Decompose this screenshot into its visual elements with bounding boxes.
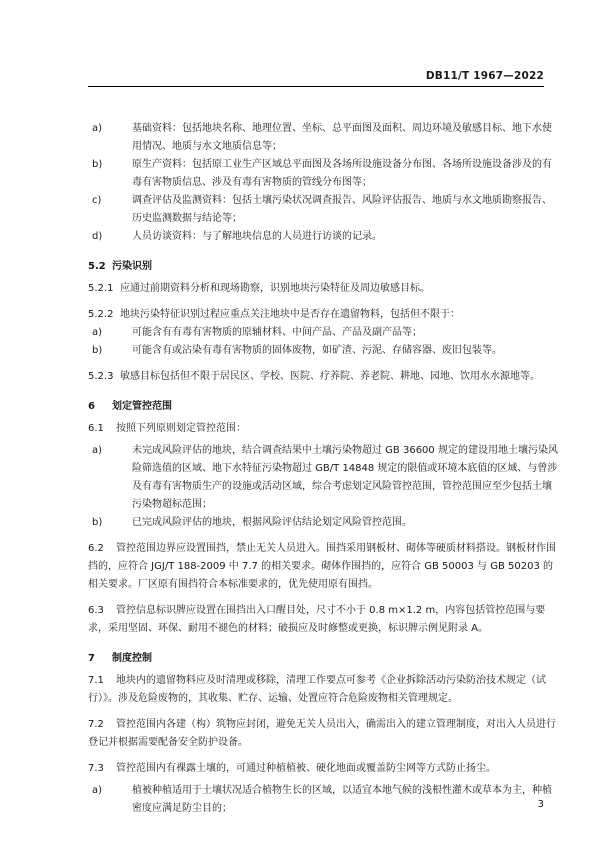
clause-text: 管控范围边界应设置围挡，禁止无关人员进入。围挡采用钢板材、砌体等硬质材料搭设。钢板材作围挡的，应符合 JGJ/T 188-2009 中 7.7 的相关要求。砌体作围挡的，应符合 GB 50003 与 GB 50203 的相关要求。厂区原有围挡符合本标准要求的，优先使用原有围挡。	[88, 543, 556, 590]
clause-6-1	[88, 420, 558, 438]
list-text: 原生产资料：包括原工业生产区域总平面图及各场所设施设备分布图、各场所设施设备涉及的有毒有害物质信息、涉及有毒有害物质的管线分布图等；	[132, 159, 552, 188]
list-text: 可能含有或沾染有毒有害物质的固体废物，如矿渣、污泥、存储容器、废旧包装等。	[132, 345, 502, 356]
clause-number: 5.2.3	[88, 371, 114, 382]
section-heading	[88, 258, 558, 276]
clause-number: 6.3	[88, 605, 104, 616]
clause-5-2-2	[88, 306, 558, 324]
list-marker: d)	[92, 231, 103, 242]
section-number: 5.2	[88, 261, 106, 272]
clause-5-2-3	[88, 368, 558, 386]
clause-text: 地块污染特征识别过程应重点关注地块中是否存在遗留物料，包括但不限于：	[120, 309, 460, 320]
clause-text: 管控范围内有裸露土壤的，可通过种植植被、硬化地面或覆盖防尘网等方式防止扬尘。	[116, 763, 496, 774]
page-number: 3	[537, 799, 544, 810]
clause-number: 5.2.2	[88, 309, 114, 320]
clause-text: 敏感目标包括但不限于居民区、学校、医院、疗养院、养老院、耕地、园地、饮用水水源地等。	[120, 371, 540, 382]
list-marker: c)	[92, 195, 102, 206]
list-text: 已完成风险评估的地块，根据风险评估结论划定风险管控范围。	[132, 517, 412, 528]
list-marker: a)	[92, 785, 103, 796]
list-item	[92, 342, 558, 360]
list-item	[92, 324, 558, 342]
list-marker: b)	[92, 159, 103, 170]
clause-7-3	[88, 760, 558, 778]
list-marker: b)	[92, 345, 103, 356]
section-title: 制度控制	[112, 653, 152, 664]
section-title: 污染识别	[112, 261, 152, 272]
section-number: 6	[88, 401, 95, 412]
clause-5-2-1	[88, 280, 558, 298]
clause-text: 管控信息标识牌应设置在围挡出入口醒目处，尺寸不小于 0.8 m×1.2 m，内容包括管控范围与要求，采用坚固、环保、耐用不褪色的材料；破损应及时修整或更换，标识牌示例见附录 A。	[88, 605, 546, 634]
clause-number: 7.3	[88, 763, 104, 774]
document-body	[88, 120, 558, 818]
list-marker: a)	[92, 445, 103, 456]
list-item	[92, 228, 558, 246]
list-item	[92, 514, 558, 532]
list-item	[92, 192, 558, 228]
section-heading	[88, 398, 558, 416]
list-item	[92, 156, 558, 192]
list-marker: a)	[92, 123, 103, 134]
clause-text: 地块内的遗留物料应及时清理或移除，清理工作要点可参考《企业拆除活动污染防治技术规定（试行）》。涉及危险废物的，其收集、贮存、运输、处置应符合危险废物相关管理规定。	[88, 675, 546, 704]
section-number: 7	[88, 653, 95, 664]
list-text: 基础资料：包括地块名称、地理位置、坐标、总平面图及面积、周边环境及敏感目标、地下水使用情况、地质与水文地质信息等；	[132, 123, 552, 152]
list-text: 植被种植适用于土壤状况适合植物生长的区域，以适宜本地气候的浅根性灌木或草本为主，种植密度应满足防尘目的；	[132, 785, 552, 814]
section-title: 划定管控范围	[112, 401, 172, 412]
section-heading	[88, 650, 558, 668]
clause-number: 5.2.1	[88, 283, 114, 294]
clause-text: 按照下列原则划定管控范围：	[116, 423, 246, 434]
clause-text: 管控范围内各建（构）筑物应封闭，避免无关人员出入，确需出入的建立管理制度，对出入人员进行登记并根据需要配备安全防护设备。	[88, 719, 556, 748]
clause-7-1	[88, 672, 558, 708]
clause-number: 7.2	[88, 719, 104, 730]
clause-6-2	[88, 540, 558, 594]
clause-7-2	[88, 716, 558, 752]
clause-6-3	[88, 602, 558, 638]
list-text: 可能含有有毒有害物质的原辅材料、中间产品、产品及副产品等；	[132, 327, 422, 338]
list-item	[92, 782, 558, 818]
list-marker: b)	[92, 517, 103, 528]
list-item	[92, 442, 558, 514]
clause-text: 应通过前期资料分析和现场勘察，识别地块污染特征及周边敏感目标。	[120, 283, 430, 294]
list-text: 人员访谈资料：与了解地块信息的人员进行访谈的记录。	[132, 231, 382, 242]
clause-number: 6.1	[88, 423, 104, 434]
list-text: 未完成风险评估的地块，结合调查结果中土壤污染物超过 GB 36600 规定的建设用地土壤污染风险筛选值的区域、地下水特征污染物超过 GB/T 14848 规定的限值或环境本底值的区域、与曾涉及有毒有害物质生产的设施或活动区域，综合考虑划定风险管控范围，管控范围应至少包括土壤污染物超标范围；	[132, 445, 558, 510]
clause-number: 7.1	[88, 675, 104, 686]
header-rule	[88, 86, 544, 87]
list-item	[92, 120, 558, 156]
list-text: 调查评估及监测资料：包括土壤污染状况调查报告、风险评估报告、地质与水文地质勘察报告、历史监测数据与结论等；	[132, 195, 552, 224]
clause-number: 6.2	[88, 543, 104, 554]
list-marker: a)	[92, 327, 103, 338]
standard-code: DB11/T 1967—2022	[425, 70, 544, 82]
